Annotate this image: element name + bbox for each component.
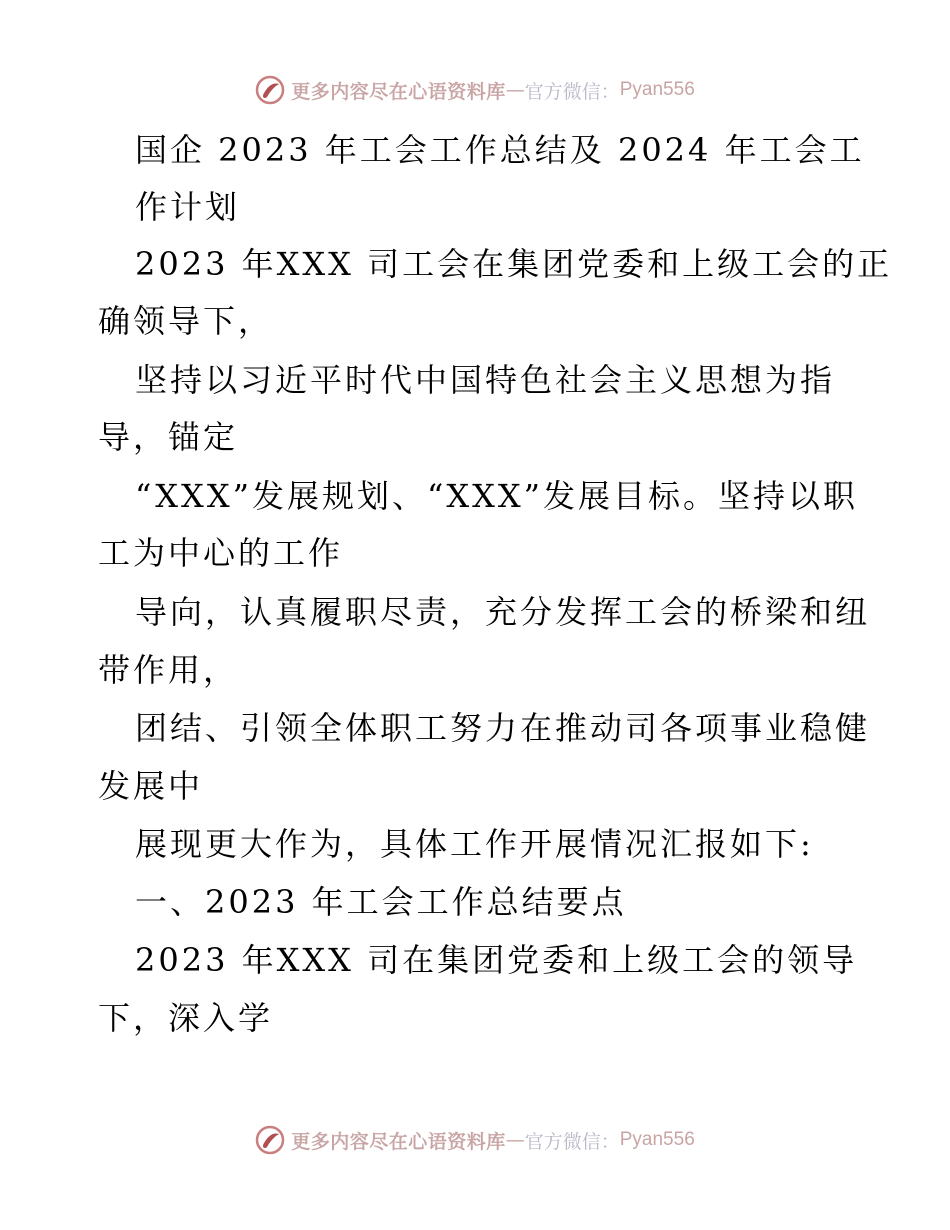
watermark-wechat-label: 官方微信： [524, 80, 620, 103]
watermark-brand-text: 更多内容尽在心语资料库 [291, 1130, 506, 1153]
paragraph-line: 坚持以习近平时代中国特色社会主义思想为指 [135, 361, 836, 399]
watermark-wechat-id: Pyan556 [619, 1129, 695, 1150]
paragraph-line: 导，锚定 [98, 418, 239, 456]
watermark-wechat-label: 官方微信： [524, 1130, 620, 1153]
paragraph-line: 2023 年XXX 司在集团党委和上级工会的领导 [135, 941, 858, 979]
paragraph-line: 下，深入学 [98, 999, 274, 1037]
paragraph-line: 确领导下， [98, 302, 274, 340]
paragraph-line: “XXX”发展规划、“XXX”发展目标。坚持以职 [135, 477, 859, 515]
paragraph-line: 导向，认真履职尽责，充分发挥工会的桥梁和纽 [135, 593, 871, 631]
paragraph-line: 展现更大作为，具体工作开展情况汇报如下: [135, 825, 814, 863]
footer-watermark [0, 1120, 950, 1160]
paragraph-line: 团结、引领全体职工努力在推动司各项事业稳健 [135, 709, 871, 747]
brand-logo-icon [255, 1125, 285, 1155]
header-watermark [0, 70, 950, 110]
paragraph-line: 带作用， [98, 651, 239, 689]
document-title-line-1: 国企 2023 年工会工作总结及 2024 年工会工 [135, 131, 865, 169]
watermark-dash: — [505, 1129, 525, 1151]
paragraph-line: 2023 年XXX 司工会在集团党委和上级工会的正 [135, 245, 893, 283]
paragraph-line: 工为中心的工作 [98, 534, 344, 572]
brand-logo-icon [255, 75, 285, 105]
watermark-wechat-id: Pyan556 [619, 79, 695, 100]
paragraph-line: 发展中 [98, 767, 204, 805]
watermark-brand-text: 更多内容尽在心语资料库 [291, 80, 506, 103]
document-title-line-2: 作计划 [135, 188, 241, 226]
watermark-dash: — [505, 79, 525, 101]
section-heading: 一、2023 年工会工作总结要点 [135, 883, 627, 921]
